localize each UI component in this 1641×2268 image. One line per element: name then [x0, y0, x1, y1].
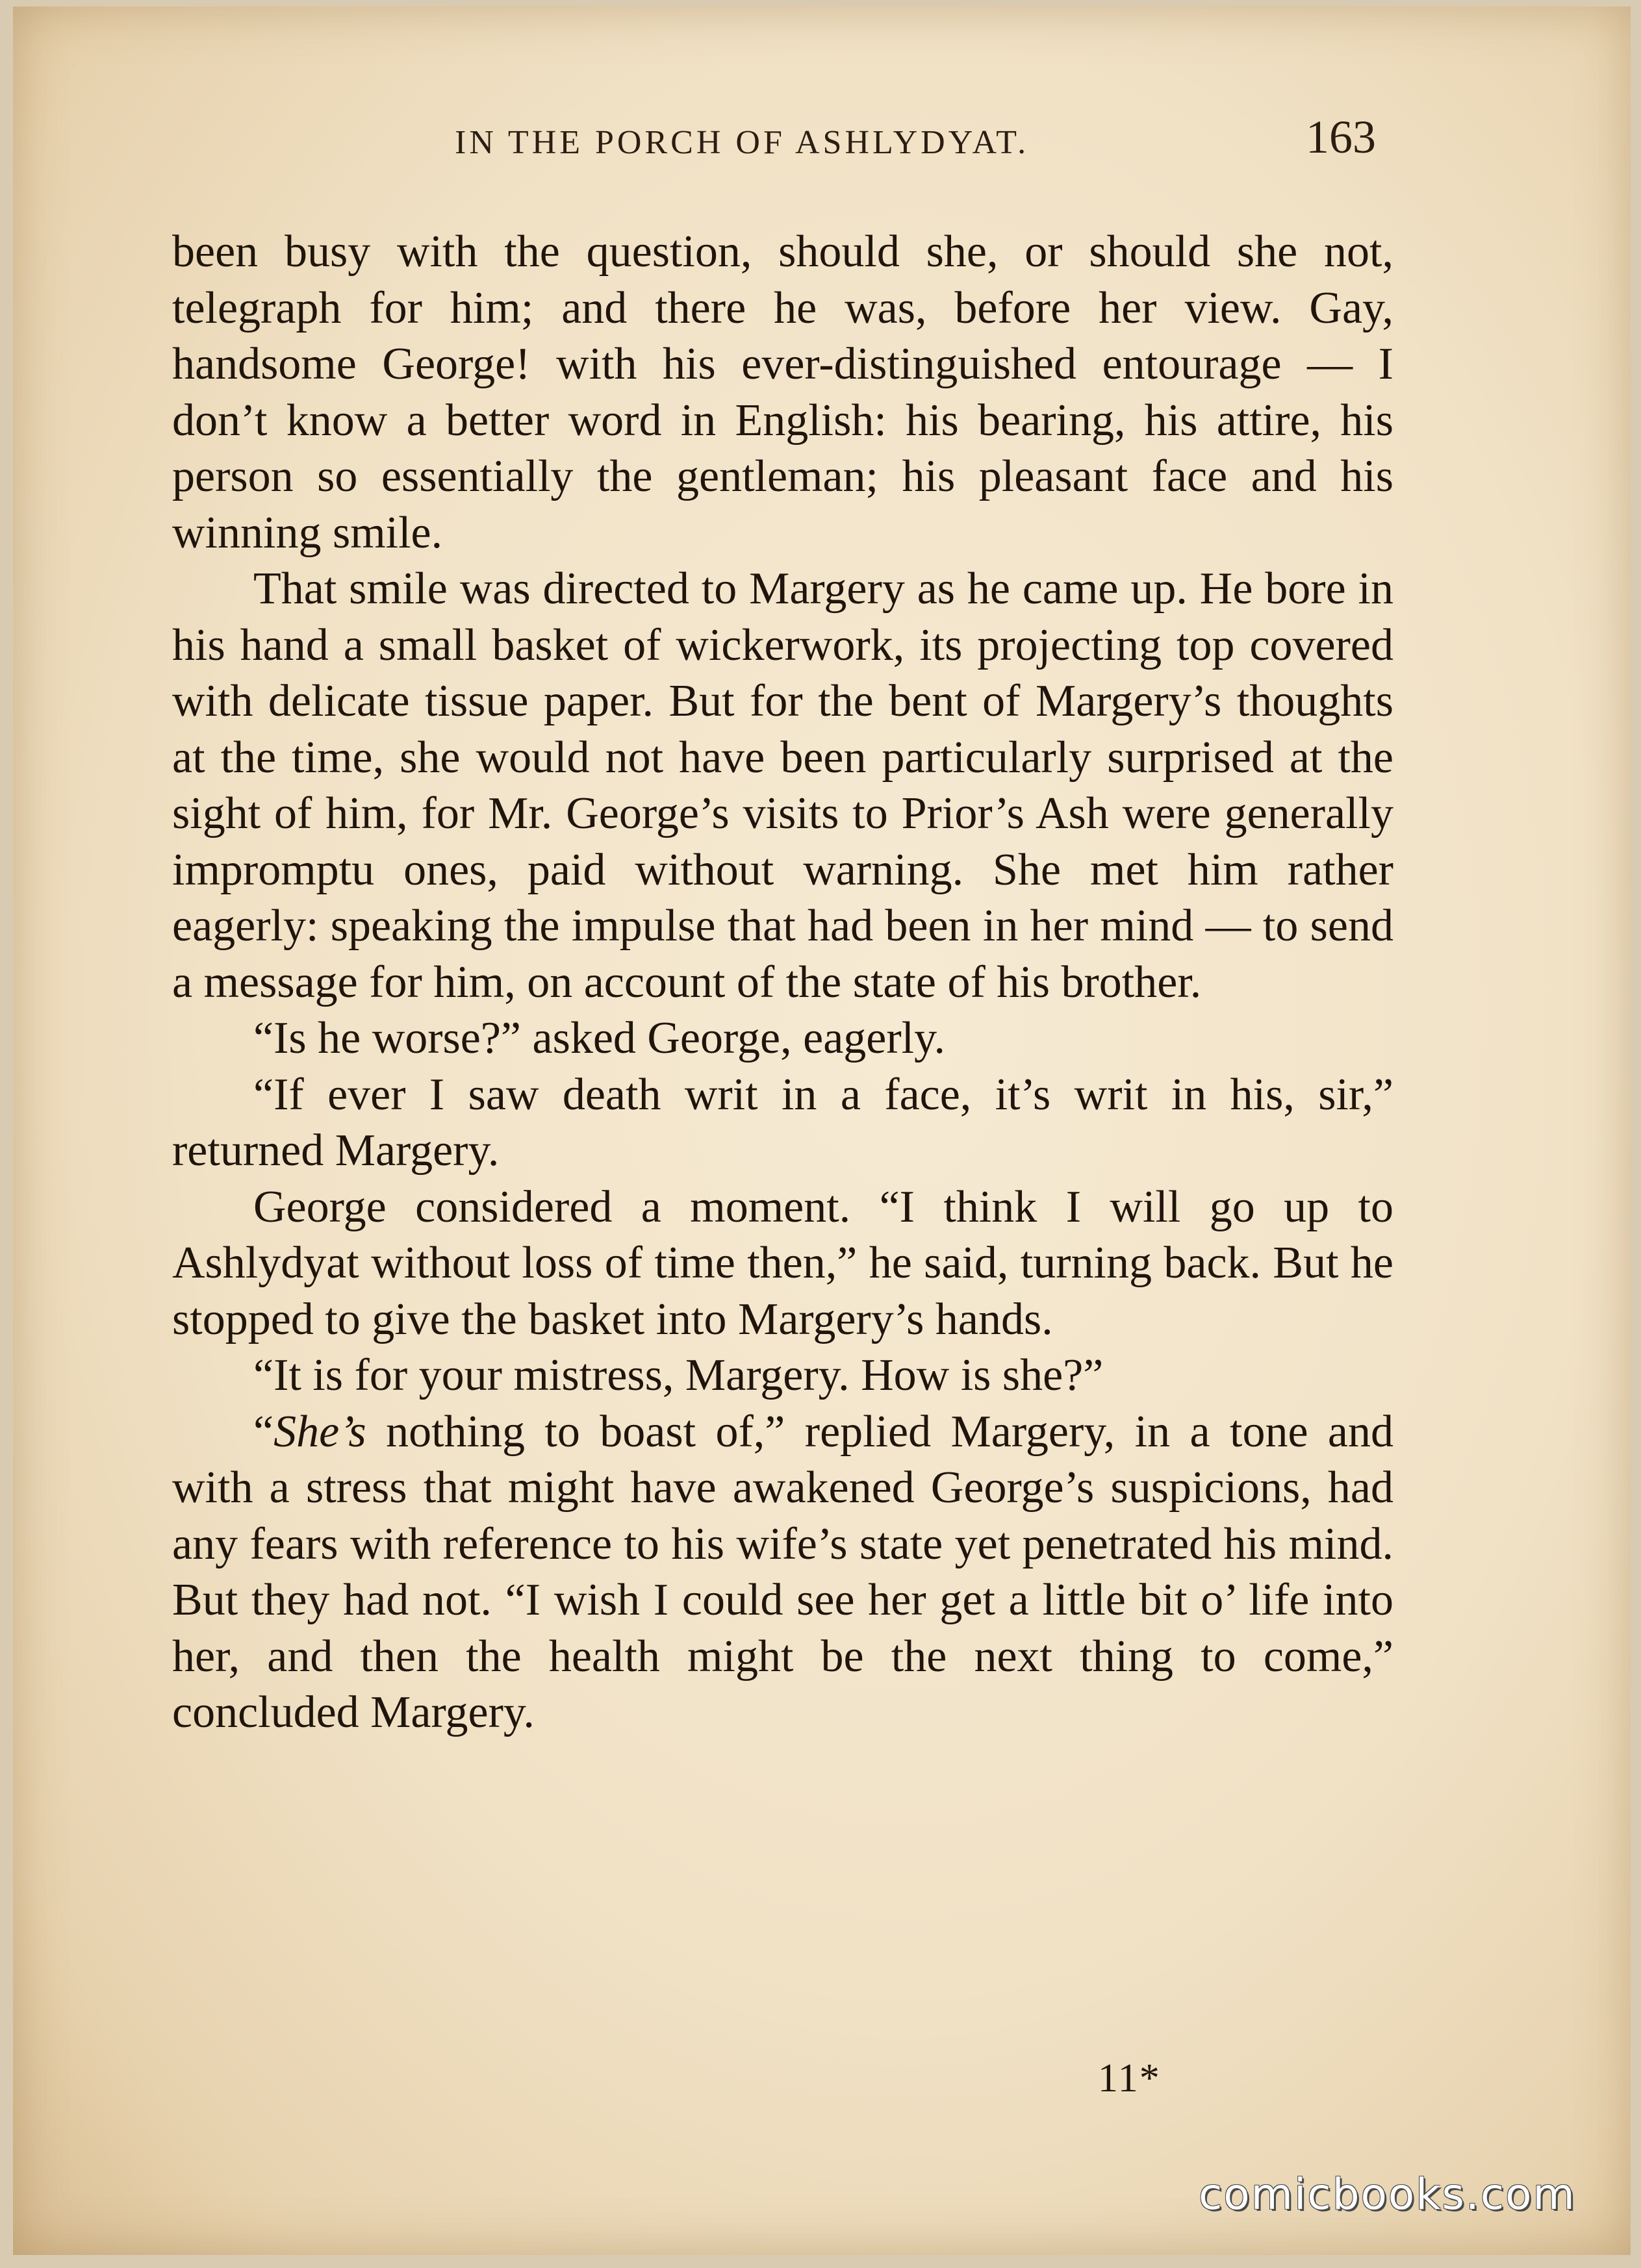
- paragraph-7: [172, 1404, 1393, 1741]
- paragraph-1: been busy with the question, should she, or should she not, telegraph for him; and there he was, before her view. Gay, handsome George! with his ever-distinguished entourage — I don’t know a better word in English: his bearing, his attire, his person so essentially the gentleman; his pleasant face and his winning smile.: [172, 227, 1393, 558]
- running-title: IN THE PORCH OF ASHLYDYAT.: [455, 124, 1030, 161]
- paragraph-2: That smile was directed to Margery as he came up. He bore in his hand a small basket of wickerwork, its projecting top covered with delicate tissue paper. But for the bent of Margery’s thoughts at the time, she would not have been particularly surprised at the sight of him, for Mr. George’s visits to Prior’s Ash were generally impromptu ones, paid without warning. She met him rather eagerly: speaking the impulse that had been in her mind — to send a message for him, on account of the state of his brother.: [172, 564, 1393, 1007]
- paragraph-7-open-quote: “: [253, 1406, 274, 1457]
- paragraph-7-text: nothing to boast of,” replied Margery, in a tone and with a stress that might have awakened George’s suspicions, had any fears with reference to his wife’s state yet penetrated his mind. But they had not. “I wish I could see her get a little bit o’ life into her, and then the health might be the next thing to come,” concluded Margery.: [172, 1406, 1393, 1737]
- paragraph-7-emphasis: She’s: [274, 1406, 366, 1457]
- page-number: 163: [1306, 111, 1376, 163]
- signature-mark: 11*: [1098, 2056, 1161, 2100]
- watermark: comicbooks.com: [1199, 2169, 1576, 2219]
- paragraph-4: “If ever I saw death writ in a face, it’s writ in his, sir,” returned Margery.: [172, 1069, 1393, 1176]
- paragraph-3: “Is he worse?” asked George, eagerly.: [253, 1013, 946, 1063]
- body-text: [172, 224, 1393, 1741]
- paragraph-5: George considered a moment. “I think I will go up to Ashlydyat without loss of time then,” he said, turning back. But he stopped to give the basket into Margery’s hands.: [172, 1181, 1393, 1344]
- running-head: [0, 110, 1641, 169]
- paragraph-6: “It is for your mistress, Margery. How is she?”: [253, 1350, 1104, 1400]
